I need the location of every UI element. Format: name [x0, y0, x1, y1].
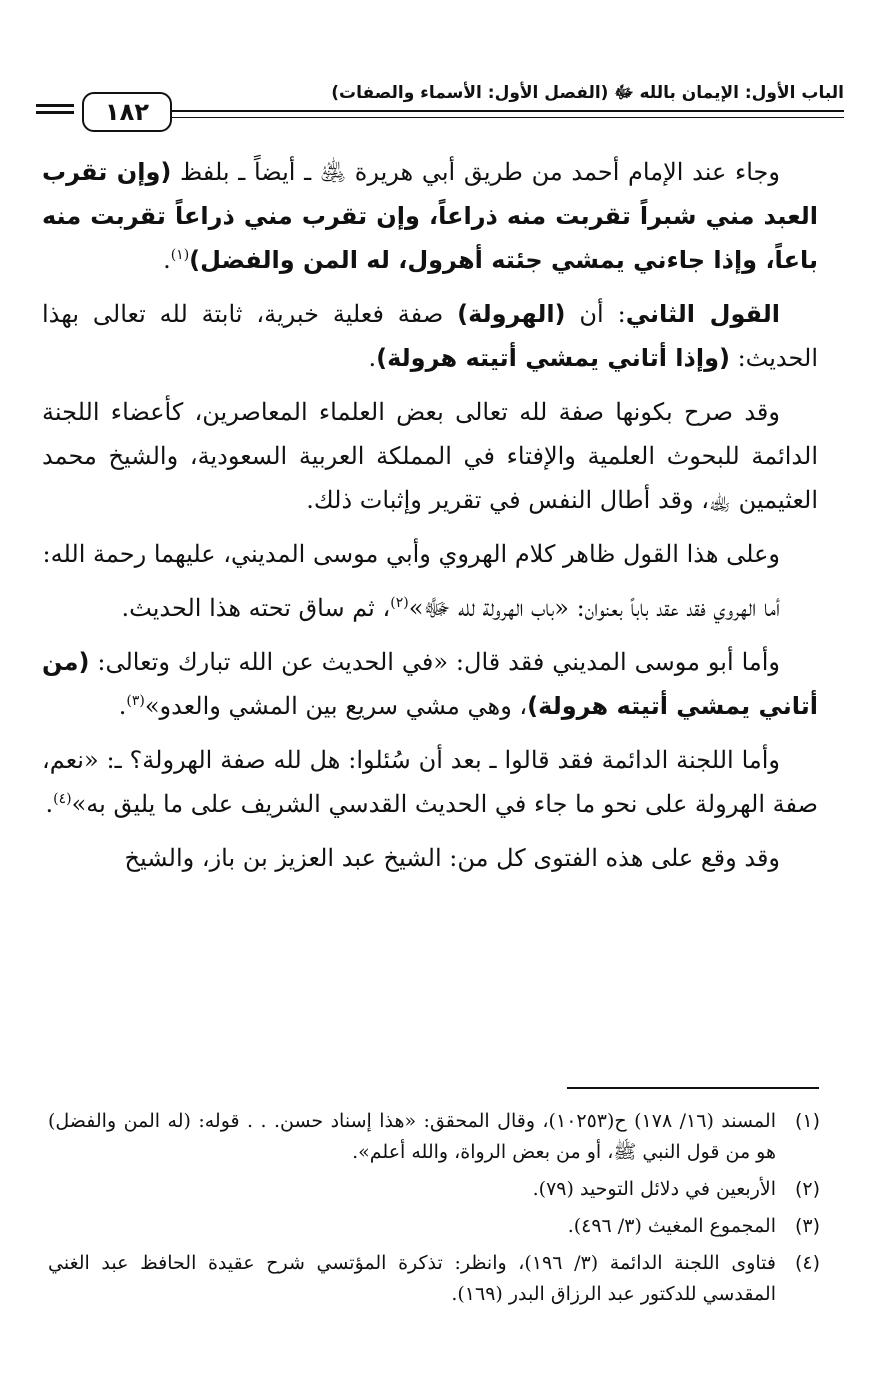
paragraph-6: وأما أبو موسى المديني فقد قال: «في الحديث عن الله تبارك وتعالى: (من أتاني يمشي أتيته هرولة)، وهي مشي سريع بين المشي والعدو»$^{(٣)}$.: [42, 648, 818, 720]
footnote-ref: (٢): [390, 595, 409, 611]
footnote-separator: [567, 1087, 819, 1089]
footnote-number: (٣): [794, 1215, 820, 1237]
footnote-ref: (١): [170, 247, 190, 263]
paragraph-5: أما الهروي فقد عقد باباً بعنوان: «باب الهرولة لله ﷻ»$^{(٢)}$، ثم ساق تحته هذا الحديث.: [121, 594, 780, 622]
running-header: [34, 78, 844, 134]
footnote-text: الأربعين في دلائل التوحيد (٧٩).: [532, 1178, 776, 1200]
paragraph-3: وقد صرح بكونها صفة لله تعالى بعض العلماء المعاصرين، كأعضاء اللجنة الدائمة للبحوث العلمية والإفتاء في المملكة العربية السعودية، والشيخ محمد العثيمين ﵀، وقد أطال النفس في تقرير وإثبات ذلك.: [42, 398, 818, 514]
footnote-number: (٢): [794, 1178, 820, 1200]
footnote-number: (٤): [794, 1252, 820, 1274]
paragraph-1: وجاء عند الإمام أحمد من طريق أبي هريرة ﵁ ـ أيضاً ـ بلفظ (وإن تقرب العبد مني شبراً تقربت منه ذراعاً، وإن تقرب مني ذراعاً تقربت منه باعاً، وإذا جاءني يمشي جئته أهرول، له المن والفضل)$^{(١)}$.: [42, 158, 818, 274]
footnote-item: [48, 1174, 820, 1205]
paragraph-8: وقد وقع على هذه الفتوى كل من: الشيخ عبد العزيز بن باز، والشيخ: [124, 844, 780, 872]
header-title: الباب الأول: الإيمان بالله ﷻ (الفصل الأول: الأسماء والصفات): [331, 83, 844, 103]
footnote-text: فتاوى اللجنة الدائمة (٣/ ١٩٦)، وانظر: تذكرة المؤتسي شرح عقيدة الحافظ عبد الغني المقدسي للدكتور عبد الرزاق البدر (١٦٩).: [48, 1252, 776, 1305]
footnote-item: [48, 1248, 820, 1310]
quote-bold: (وإن تقرب العبد مني شبراً تقربت منه ذراعاً، وإن تقرب مني ذراعاً تقربت منه باعاً، وإذا جاءني يمشي جئته أهرول، له المن والفضل): [42, 158, 818, 274]
term-bold: (الهرولة): [457, 300, 566, 328]
footnote-item: [48, 1106, 820, 1168]
quote-bold: (من أتاني يمشي أتيته هرولة): [42, 648, 818, 720]
header-rule-thin: [114, 117, 844, 118]
footnote-ref: (٣): [126, 693, 145, 709]
quote-bold: (وإذا أتاني يمشي أتيته هرولة): [376, 344, 730, 372]
footnote-number: (١): [794, 1110, 820, 1132]
page-number: ١٨٢: [82, 92, 172, 132]
paragraph-7: وأما اللجنة الدائمة فقد قالوا ـ بعد أن سُئلوا: هل لله صفة الهرولة؟ ـ: «نعم، صفة الهرولة على نحو ما جاء في الحديث القدسي الشريف على ما يليق به»$^{(٤)}$.: [42, 746, 818, 818]
main-text: [42, 150, 818, 890]
footnote-text: المسند (١٦/ ١٧٨) ح(١٠٢٥٣)، وقال المحقق: «هذا إسناد حسن. . . قوله: (له المن والفضل) هو من قول النبي ﷺ، أو من بعض الرواة، والله أعلم».: [48, 1110, 776, 1163]
section-lead: القول الثاني: [625, 300, 781, 328]
header-ornament: [34, 104, 74, 116]
footnotes: [48, 1106, 820, 1316]
footnote-ref: (٤): [53, 791, 72, 807]
footnote-text: المجموع المغيث (٣/ ٤٩٦).: [567, 1215, 776, 1237]
footnote-item: [48, 1211, 820, 1242]
paragraph-4: وعلى هذا القول ظاهر كلام الهروي وأبي موسى المديني، عليهما رحمة الله:: [42, 540, 780, 568]
header-rule: [114, 110, 844, 112]
paragraph-2: القول الثاني: أن (الهرولة) صفة فعلية خبرية، ثابتة لله تعالى بهذا الحديث: (وإذا أتاني يمشي أتيته هرولة).: [42, 300, 818, 372]
